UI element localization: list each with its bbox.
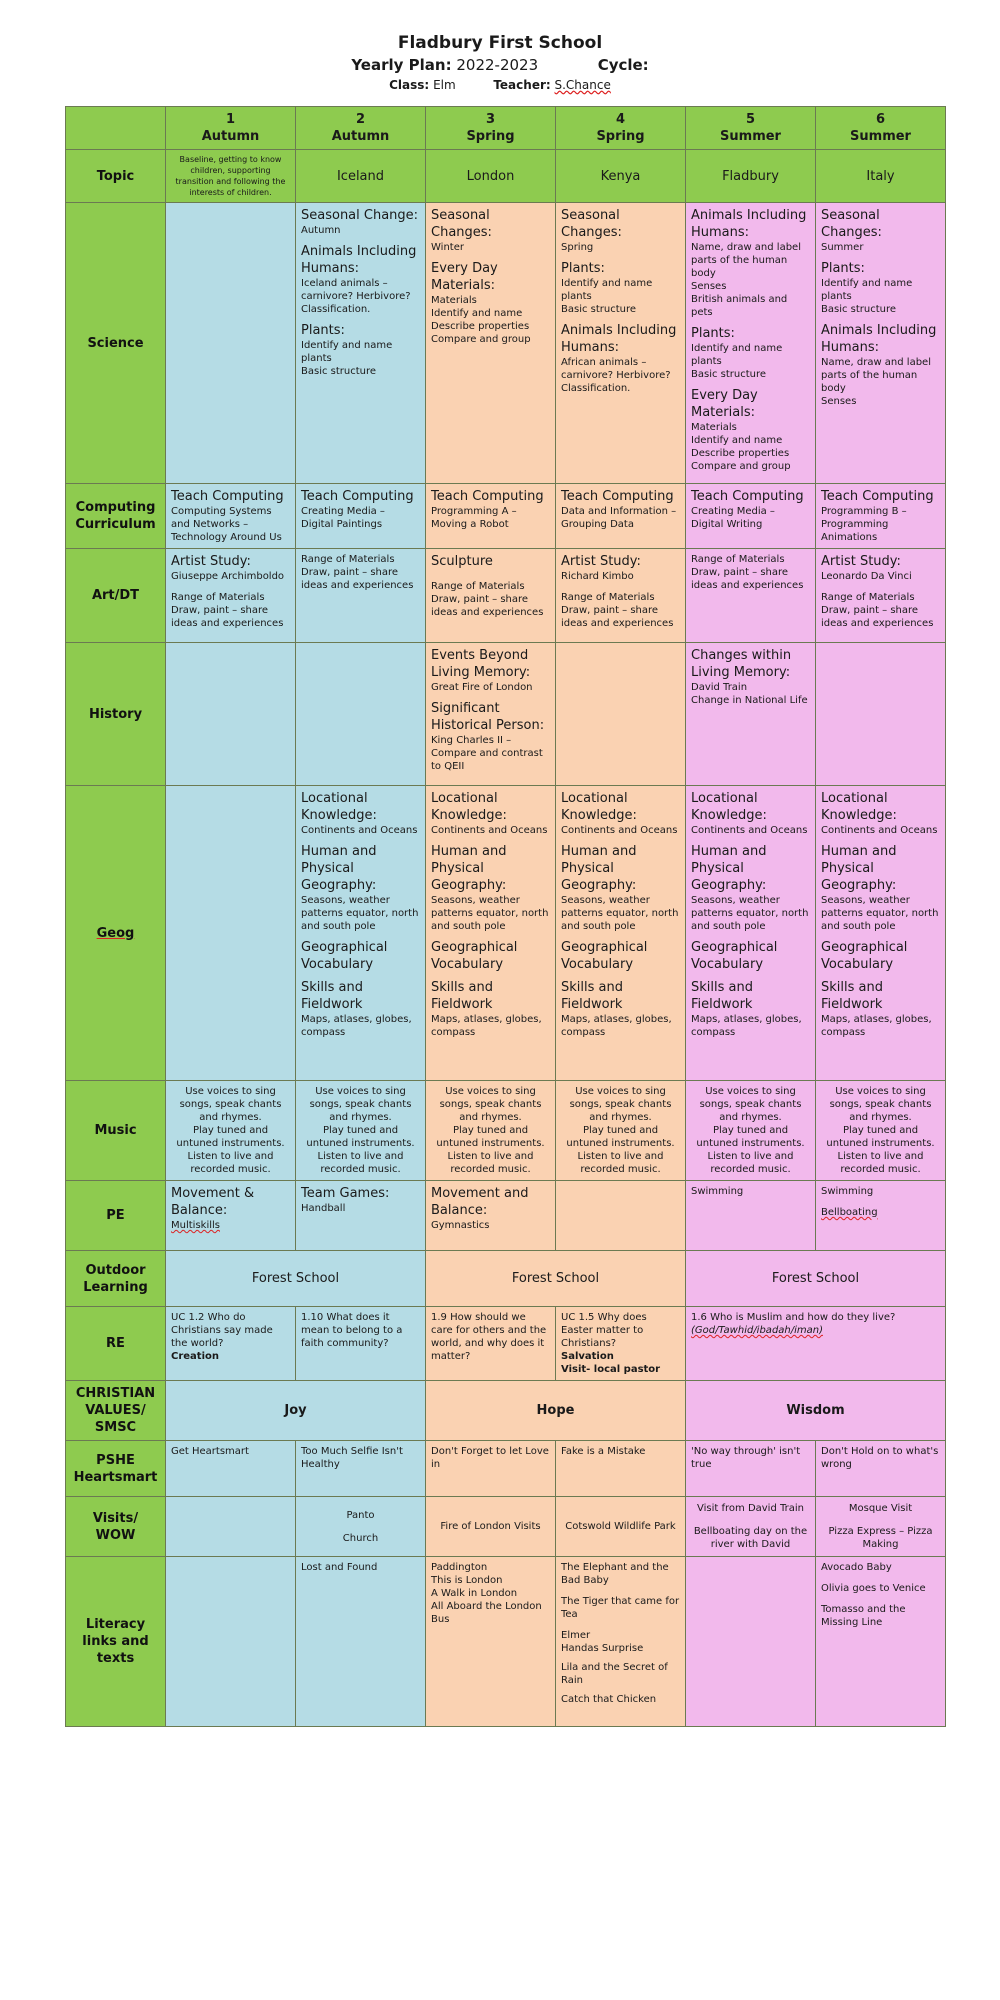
term-header-row: [66, 107, 946, 150]
pe-2: Team Games: Handball: [296, 1181, 426, 1251]
row-label-visits: Visits/ WOW: [66, 1497, 166, 1557]
science-2: Seasonal Change: Autumn Animals Including Humans: Iceland animals – carnivore? Herbivore? Classification. Plants: Identify and name plants Basic structure: [296, 203, 426, 484]
history-6: [816, 643, 946, 786]
value-wisdom: Wisdom: [686, 1381, 946, 1441]
value-hope: Hope: [426, 1381, 686, 1441]
pshe-row: [66, 1441, 946, 1497]
computing-4: Teach Computing Data and Information – Grouping Data: [556, 484, 686, 549]
geog-row: [66, 786, 946, 1081]
science-1: [166, 203, 296, 484]
value-joy: Joy: [166, 1381, 426, 1441]
geog-4: Locational Knowledge: Continents and Oceans Human and Physical Geography: Seasons, weather patterns equator, north and south pole Geographical Vocabulary Skills and Fieldwork Maps, atlases, globes, compass: [556, 786, 686, 1081]
history-1: [166, 643, 296, 786]
pe-4: [556, 1181, 686, 1251]
literacy-1: [166, 1557, 296, 1727]
music-3: Use voices to sing songs, speak chants and rhymes. Play tuned and untuned instruments. Listen to live and recorded music.: [426, 1081, 556, 1181]
literacy-3: Paddington This is London A Walk in London All Aboard the London Bus: [426, 1557, 556, 1727]
computing-2: Teach Computing Creating Media – Digital Paintings: [296, 484, 426, 549]
history-3: Events Beyond Living Memory: Great Fire of London Significant Historical Person: King Charles II – Compare and contrast to QEII: [426, 643, 556, 786]
yearly-plan-value: 2022-2023: [456, 56, 539, 74]
cycle-label: Cycle:: [597, 56, 649, 74]
history-row: [66, 643, 946, 786]
row-label-outdoor: Outdoor Learning: [66, 1251, 166, 1307]
outdoor-3-4: Forest School: [426, 1251, 686, 1307]
science-4: Seasonal Changes: Spring Plants: Identify and name plants Basic structure Animals Including Humans: African animals – carnivore? Herbivore? Classification.: [556, 203, 686, 484]
literacy-5: [686, 1557, 816, 1727]
class-value: Elm: [433, 78, 456, 92]
col-header-5: 5 Summer: [686, 107, 816, 150]
geog-5: Locational Knowledge: Continents and Oceans Human and Physical Geography: Seasons, weather patterns equator, north and south pole Geographical Vocabulary Skills and Fieldwork Maps, atlases, globes, compass: [686, 786, 816, 1081]
computing-1: Teach Computing Computing Systems and Networks – Technology Around Us: [166, 484, 296, 549]
literacy-4: The Elephant and the Bad Baby The Tiger that came for Tea Elmer Handas Surprise Lila and the Secret of Rain Catch that Chicken: [556, 1557, 686, 1727]
corner-cell: [66, 107, 166, 150]
music-1: Use voices to sing songs, speak chants and rhymes. Play tuned and untuned instruments. Listen to live and recorded music.: [166, 1081, 296, 1181]
row-label-values: CHRISTIAN VALUES/ SMSC: [66, 1381, 166, 1441]
yearly-plan-table: [65, 106, 946, 1727]
computing-row: [66, 484, 946, 549]
pshe-5: 'No way through' isn't true: [686, 1441, 816, 1497]
topic-4: Kenya: [556, 150, 686, 203]
music-2: Use voices to sing songs, speak chants and rhymes. Play tuned and untuned instruments. Listen to live and recorded music.: [296, 1081, 426, 1181]
art-4: Artist Study: Richard Kimbo Range of Materials Draw, paint – share ideas and experiences: [556, 549, 686, 643]
science-5: Animals Including Humans: Name, draw and label parts of the human body Senses British animals and pets Plants: Identify and name plants Basic structure Every Day Materials: Materials Identify and name Describe properties Compare and group: [686, 203, 816, 484]
history-2: [296, 643, 426, 786]
pe-5: Swimming: [686, 1181, 816, 1251]
topic-3: London: [426, 150, 556, 203]
music-4: Use voices to sing songs, speak chants and rhymes. Play tuned and untuned instruments. Listen to live and recorded music.: [556, 1081, 686, 1181]
music-5: Use voices to sing songs, speak chants and rhymes. Play tuned and untuned instruments. Listen to live and recorded music.: [686, 1081, 816, 1181]
geog-2: Locational Knowledge: Continents and Oceans Human and Physical Geography: Seasons, weather patterns equator, north and south pole Geographical Vocabulary Skills and Fieldwork Maps, atlases, globes, compass: [296, 786, 426, 1081]
yearly-plan-line: [0, 54, 1000, 76]
topic-1: Baseline, getting to know children, supporting transition and following the interests of children.: [166, 150, 296, 203]
visits-3: Fire of London Visits: [426, 1497, 556, 1557]
art-2: Range of Materials Draw, paint – share ideas and experiences: [296, 549, 426, 643]
visits-4: Cotswold Wildlife Park: [556, 1497, 686, 1557]
topic-5: Fladbury: [686, 150, 816, 203]
row-label-geog: Geog: [66, 786, 166, 1081]
values-row: [66, 1381, 946, 1441]
row-label-re: RE: [66, 1307, 166, 1381]
science-3: Seasonal Changes: Winter Every Day Materials: Materials Identify and name Describe properties Compare and group: [426, 203, 556, 484]
row-label-pshe: PSHE Heartsmart: [66, 1441, 166, 1497]
row-label-topic: Topic: [66, 150, 166, 203]
row-label-music: Music: [66, 1081, 166, 1181]
computing-3: Teach Computing Programming A – Moving a Robot: [426, 484, 556, 549]
computing-6: Teach Computing Programming B – Programming Animations: [816, 484, 946, 549]
outdoor-5-6: Forest School: [686, 1251, 946, 1307]
computing-5: Teach Computing Creating Media – Digital Writing: [686, 484, 816, 549]
row-label-art: Art/DT: [66, 549, 166, 643]
re-1: UC 1.2 Who do Christians say made the world? Creation: [166, 1307, 296, 1381]
teacher-value: S.Chance: [554, 78, 611, 92]
pe-1: Movement & Balance: Multiskills: [166, 1181, 296, 1251]
re-3: 1.9 How should we care for others and the world, and why does it matter?: [426, 1307, 556, 1381]
history-5: Changes within Living Memory: David Train Change in National Life: [686, 643, 816, 786]
row-label-history: History: [66, 643, 166, 786]
visits-6: Mosque Visit Pizza Express – Pizza Making: [816, 1497, 946, 1557]
pshe-4: Fake is a Mistake: [556, 1441, 686, 1497]
class-teacher-line: [0, 76, 1000, 94]
row-label-pe: PE: [66, 1181, 166, 1251]
class-label: Class:: [389, 78, 430, 92]
geog-1: [166, 786, 296, 1081]
re-2: 1.10 What does it mean to belong to a faith community?: [296, 1307, 426, 1381]
outdoor-1-2: Forest School: [166, 1251, 426, 1307]
literacy-6: Avocado Baby Olivia goes to Venice Tomasso and the Missing Line: [816, 1557, 946, 1727]
re-row: [66, 1307, 946, 1381]
history-4: [556, 643, 686, 786]
pshe-1: Get Heartsmart: [166, 1441, 296, 1497]
geog-6: Locational Knowledge: Continents and Oceans Human and Physical Geography: Seasons, weather patterns equator, north and south pole Geographical Vocabulary Skills and Fieldwork Maps, atlases, globes, compass: [816, 786, 946, 1081]
outdoor-row: [66, 1251, 946, 1307]
geog-3: Locational Knowledge: Continents and Oceans Human and Physical Geography: Seasons, weather patterns equator, north and south pole Geographical Vocabulary Skills and Fieldwork Maps, atlases, globes, compass: [426, 786, 556, 1081]
row-label-computing: Computing Curriculum: [66, 484, 166, 549]
pshe-3: Don't Forget to let Love in: [426, 1441, 556, 1497]
pe-row: [66, 1181, 946, 1251]
art-5: Range of Materials Draw, paint – share ideas and experiences: [686, 549, 816, 643]
topic-6: Italy: [816, 150, 946, 203]
pshe-6: Don't Hold on to what's wrong: [816, 1441, 946, 1497]
pe-3: Movement and Balance: Gymnastics: [426, 1181, 556, 1251]
school-name: Fladbury First School: [397, 33, 603, 53]
re-5-6: 1.6 Who is Muslim and how do they live? (God/Tawhid/ibadah/iman): [686, 1307, 946, 1381]
col-header-2: 2 Autumn: [296, 107, 426, 150]
visits-5: Visit from David Train Bellboating day on the river with David: [686, 1497, 816, 1557]
topic-row: [66, 150, 946, 203]
literacy-2: Lost and Found: [296, 1557, 426, 1727]
yearly-plan-label: Yearly Plan:: [351, 56, 452, 74]
literacy-row: [66, 1557, 946, 1727]
art-row: [66, 549, 946, 643]
pe-6: Swimming Bellboating: [816, 1181, 946, 1251]
col-header-4: 4 Spring: [556, 107, 686, 150]
music-row: [66, 1081, 946, 1181]
visits-row: [66, 1497, 946, 1557]
re-4: UC 1.5 Why does Easter matter to Christians? Salvation Visit- local pastor: [556, 1307, 686, 1381]
col-header-3: 3 Spring: [426, 107, 556, 150]
pshe-2: Too Much Selfie Isn't Healthy: [296, 1441, 426, 1497]
col-header-1: 1 Autumn: [166, 107, 296, 150]
science-row: [66, 203, 946, 484]
teacher-label: Teacher:: [493, 78, 551, 92]
art-3: Sculpture Range of Materials Draw, paint – share ideas and experiences: [426, 549, 556, 643]
art-1: Artist Study: Giuseppe Archimboldo Range of Materials Draw, paint – share ideas and experiences: [166, 549, 296, 643]
visits-1: [166, 1497, 296, 1557]
topic-2: Iceland: [296, 150, 426, 203]
col-header-6: 6 Summer: [816, 107, 946, 150]
science-6: Seasonal Changes: Summer Plants: Identify and name plants Basic structure Animals Including Humans: Name, draw and label parts of the human body Senses: [816, 203, 946, 484]
row-label-literacy: Literacy links and texts: [66, 1557, 166, 1727]
visits-2: Panto Church: [296, 1497, 426, 1557]
art-6: Artist Study: Leonardo Da Vinci Range of Materials Draw, paint – share ideas and experiences: [816, 549, 946, 643]
row-label-science: Science: [66, 203, 166, 484]
music-6: Use voices to sing songs, speak chants and rhymes. Play tuned and untuned instruments. Listen to live and recorded music.: [816, 1081, 946, 1181]
page-header: [0, 32, 1000, 94]
